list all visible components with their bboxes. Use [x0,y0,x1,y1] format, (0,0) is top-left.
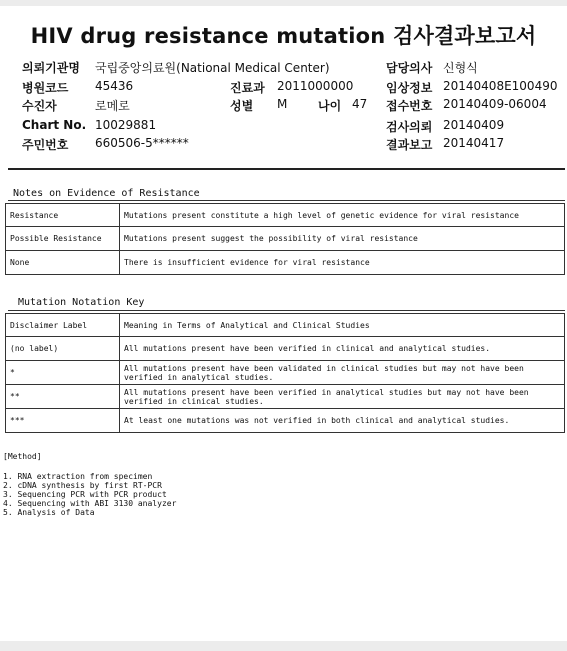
header-value-age: 47 [352,97,368,111]
header-divider [8,168,565,170]
key-text-cell: At least one mutations was not verified in both clinical and analytical studies. [120,409,565,433]
header-label-department: 진료과 [230,81,265,95]
notes-label-cell: Possible Resistance [6,227,120,251]
notes-label-cell: None [6,251,120,275]
table-row [6,251,565,275]
method-step: 2. cDNA synthesis by first RT-PCR [3,481,162,490]
header-label-sex: 성별 [230,99,254,113]
method-step: 3. Sequencing PCR with PCR product [3,490,167,499]
header-value-sex: M [277,97,288,111]
header-value-doctor: 신형식 [443,61,478,75]
key-header-text: Meaning in Terms of Analytical and Clinical Studies [120,314,565,337]
top-scroll-strip [0,0,567,6]
notes-text-cell: Mutations present constitute a high level of genetic evidence for viral resistance [120,204,565,227]
notes-table [5,203,565,275]
header-label-institution: 의뢰기관명 [22,61,80,75]
table-row [6,385,565,409]
header-value-request-date: 20140409 [443,118,505,132]
key-section-title: Mutation Notation Key [18,297,145,308]
header-value-patient: 로메로 [95,99,130,113]
header-value-chart-no: 10029881 [95,118,157,132]
header-value-resident-no: 660506-5****** [95,136,189,150]
header-label-doctor: 담당의사 [386,61,433,75]
header-label-request-date: 검사의뢰 [386,120,433,134]
header-label-resident-no: 주민번호 [22,138,69,152]
header-value-department: 2011000000 [277,79,354,93]
header-value-report-date: 20140417 [443,136,505,150]
key-text-cell: All mutations present have been verified in clinical and analytical studies. [120,337,565,361]
table-row [6,204,565,227]
key-label-cell: ** [6,385,120,409]
table-row [6,361,565,385]
key-divider [8,310,565,311]
header-value-hospital-code: 45436 [95,79,134,93]
table-row [6,227,565,251]
header-value-receipt-no: 20140409-06004 [443,97,547,111]
key-label-cell: (no label) [6,337,120,361]
key-label-cell: *** [6,409,120,433]
report-title: HIV drug resistance mutation 검사결과보고서 [30,24,537,48]
key-text-cell: All mutations present have been validated in clinical studies but may not have been verified in analytical studies. [120,361,565,385]
header-label-receipt-no: 접수번호 [386,99,433,113]
notes-label-cell: Resistance [6,204,120,227]
method-step: 1. RNA extraction from specimen [3,472,153,481]
header-value-institution: 국립중앙의료원(National Medical Center) [95,61,330,75]
key-header-label: Disclaimer Label [6,314,120,337]
header-value-clinical-info: 20140408E100490 [443,79,558,93]
header-label-hospital-code: 병원코드 [22,81,69,95]
notes-text-cell: There is insufficient evidence for viral resistance [120,251,565,275]
header-label-chart-no: Chart No. [22,118,87,132]
header-label-report-date: 결과보고 [386,138,433,152]
key-label-cell: * [6,361,120,385]
bottom-scroll-strip [0,641,567,651]
method-step: 5. Analysis of Data [3,508,95,517]
header-label-clinical-info: 임상정보 [386,81,433,95]
table-row [6,337,565,361]
table-header-row [6,314,565,337]
method-list [3,472,176,517]
header-label-patient: 수진자 [22,99,57,113]
header-label-age: 나이 [318,99,342,113]
method-step: 4. Sequencing with ABI 3130 analyzer [3,499,177,508]
notes-section-title: Notes on Evidence of Resistance [13,188,200,199]
method-title: [Method] [3,452,42,461]
notes-text-cell: Mutations present suggest the possibility of viral resistance [120,227,565,251]
table-row [6,409,565,433]
key-table [5,313,565,433]
key-text-cell: All mutations present have been verified in analytical studies but may not have been verified in clinical studies. [120,385,565,409]
notes-divider [8,200,565,201]
